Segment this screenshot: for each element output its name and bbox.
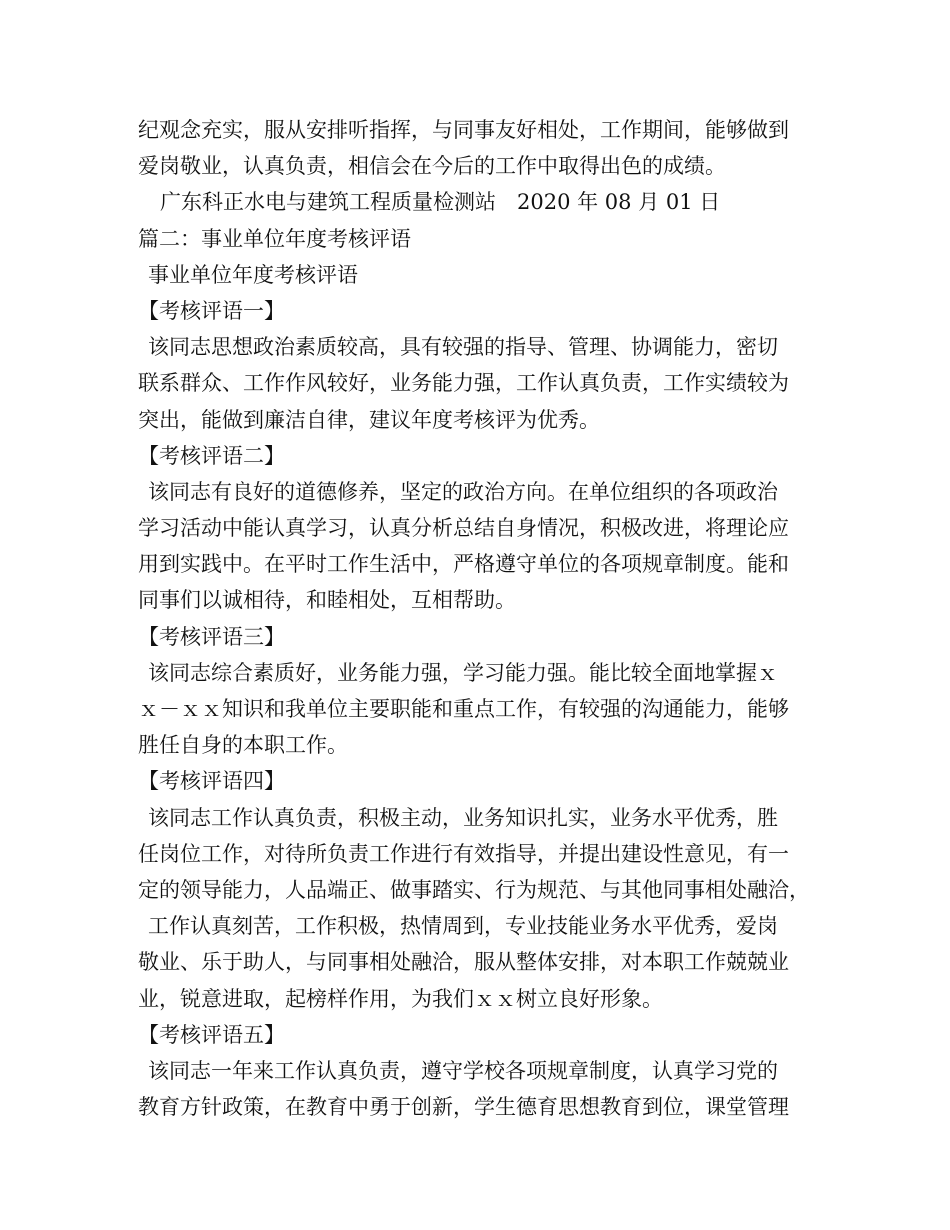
comment-heading-3: 【考核评语三】	[138, 624, 285, 649]
body-line: 联系群众、工作作风较好，业务能力强，工作认真负责，工作实绩较为	[138, 371, 789, 396]
body-line: 业，锐意进取，起榜样作用，为我们ｘｘ树立良好形象。	[138, 986, 663, 1011]
body-line: 同事们以诚相待，和睦相处，互相帮助。	[138, 588, 516, 613]
body-line: 教育方针政策，在教育中勇于创新，学生德育思想教育到位，课堂管理	[138, 1095, 789, 1120]
body-line: 胜任自身的本职工作。	[138, 733, 348, 758]
body-line: 纪观念充实，服从安排听指挥，与同事友好相处，工作期间，能够做到	[138, 118, 789, 142]
signature-line: 广东科正水电与建筑工程质量检测站 2020 年 08 月 01 日	[160, 190, 721, 215]
section-heading: 篇二：事业单位年度考核评语	[138, 226, 411, 251]
body-line: 任岗位工作，对待所负责工作进行有效指导，并提出建设性意见，有一	[138, 841, 789, 866]
comment-heading-1: 【考核评语一】	[138, 298, 285, 323]
comment-heading-4: 【考核评语四】	[138, 769, 285, 794]
body-line: 该同志综合素质好，业务能力强，学习能力强。能比较全面地掌握ｘ	[148, 660, 778, 685]
document-body	[138, 112, 828, 1125]
comment-heading-5: 【考核评语五】	[138, 1022, 285, 1047]
body-line: 爱岗敬业，认真负责，相信会在今后的工作中取得出色的成绩。	[138, 154, 726, 179]
body-line: 学习活动中能认真学习，认真分析总结自身情况，积极改进，将理论应	[138, 516, 789, 541]
body-line: 敬业、乐于助人，与同事相处融洽，服从整体安排，对本职工作兢兢业	[138, 950, 789, 975]
document-subtitle: 事业单位年度考核评语	[148, 262, 358, 287]
body-line: 突出，能做到廉洁自律，建议年度考核评为优秀。	[138, 407, 600, 432]
body-line: 该同志工作认真负责，积极主动，业务知识扎实，业务水平优秀，胜	[148, 805, 778, 830]
body-line: 该同志一年来工作认真负责，遵守学校各项规章制度，认真学习党的	[148, 1058, 778, 1083]
body-line: 该同志有良好的道德修养，坚定的政治方向。在单位组织的各项政治	[148, 479, 778, 504]
body-line: 定的领导能力，人品端正、做事踏实、行为规范、与其他同事相处融洽，	[138, 877, 810, 902]
body-line: 工作认真刻苦，工作积极，热情周到，专业技能业务水平优秀，爱岗	[148, 914, 778, 939]
body-line: 用到实践中。在平时工作生活中，严格遵守单位的各项规章制度。能和	[138, 552, 789, 577]
body-line: ｘ－ｘｘ知识和我单位主要职能和重点工作，有较强的沟通能力，能够	[138, 697, 789, 721]
body-line: 该同志思想政治素质较高，具有较强的指导、管理、协调能力，密切	[148, 335, 778, 360]
comment-heading-2: 【考核评语二】	[138, 443, 285, 468]
